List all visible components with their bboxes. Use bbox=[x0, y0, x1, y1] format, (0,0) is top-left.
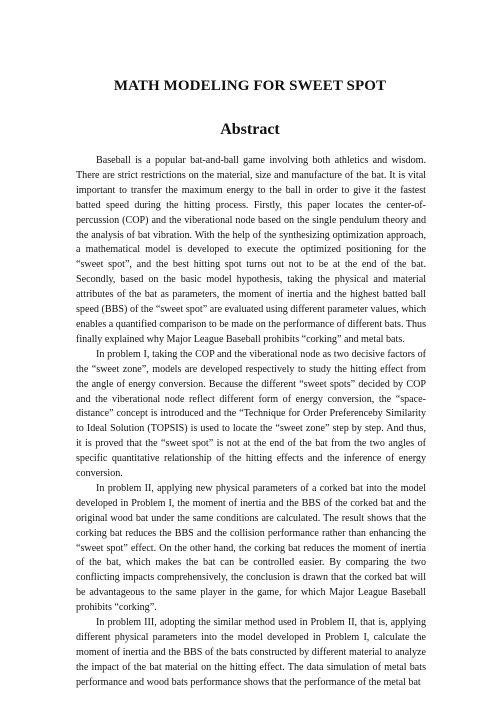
abstract-paragraph: In problem III, adopting the similar method used in Problem II, that is, applying different physical parameters into the model developed in Problem I, calculate the moment of inertia and the BBS of the bats constructed by different material to analyze the impact of the bat material on the hitting effect. The data simulation of metal bats performance and wood bats performance shows that the performance of the metal bat bbox=[76, 617, 426, 688]
abstract-paragraph: In problem I, taking the COP and the viberational node as two decisive factors of the “sweet zone”, models are developed respectively to study the hitting effect from the angle of energy conversion. Because the different “sweet spots” decided by COP and the viberational node reflect different form of energy conversion, the “space-distance” concept is introduced and the “Technique for Order Preferenceby Similarity to Ideal Solution (TOPSIS) is used to locate the “sweet zone” step by step. And thus, it is proved that the “sweet spot” is not at the end of the bat from the two angles of specific quantitative relationship of the hitting effects and the inference of energy conversion. bbox=[76, 348, 426, 480]
paper-title: MATH MODELING FOR SWEET SPOT bbox=[113, 78, 387, 94]
abstract-body bbox=[76, 154, 426, 691]
abstract-paragraph: Baseball is a popular bat-and-ball game involving both athletics and wisdom. There are strict restrictions on the material, size and manufacture of the bat. It is vital important to transfer the maximum energy to the ball in order to give it the fastest batted speed during the hitting process. Firstly, this paper locates the center-of-percussion (COP) and the viberational node based on the single pendulum theory and the analysis of bat vibration. With the help of the synthesizing optimization approach, a mathematical model is developed to execute the optimized positioning for the “sweet spot”, and the best hitting spot turns out not to be at the end of the bat. Secondly, based on the basic model hypothesis, taking the physical and material attributes of the bat as parameters, the moment of inertia and the highest batted ball speed (BBS) of the “sweet spot” are evaluated using different parameter values, which enables a quantified comparison to be made on the performance of different bats. Thus finally explained why Major League Baseball prohibits “corking” and metal bats. bbox=[76, 155, 426, 345]
abstract-heading: Abstract bbox=[220, 121, 280, 138]
abstract-paragraph: In problem II, applying new physical parameters of a corked bat into the model developed in Problem I, the moment of inertia and the BBS of the corked bat and the original wood bat under the same conditions are calculated. The result shows that the corking bat reduces the BBS and the collision performance rather than enhancing the “sweet spot” effect. On the other hand, the corking bat reduces the moment of inertia of the bat, which makes the bat can be controlled easier. By comparing the two conflicting impacts comprehensively, the conclusion is drawn that the corked bat will be advantageous to the same player in the game, for which Major League Baseball prohibits “corking”. bbox=[76, 482, 426, 614]
